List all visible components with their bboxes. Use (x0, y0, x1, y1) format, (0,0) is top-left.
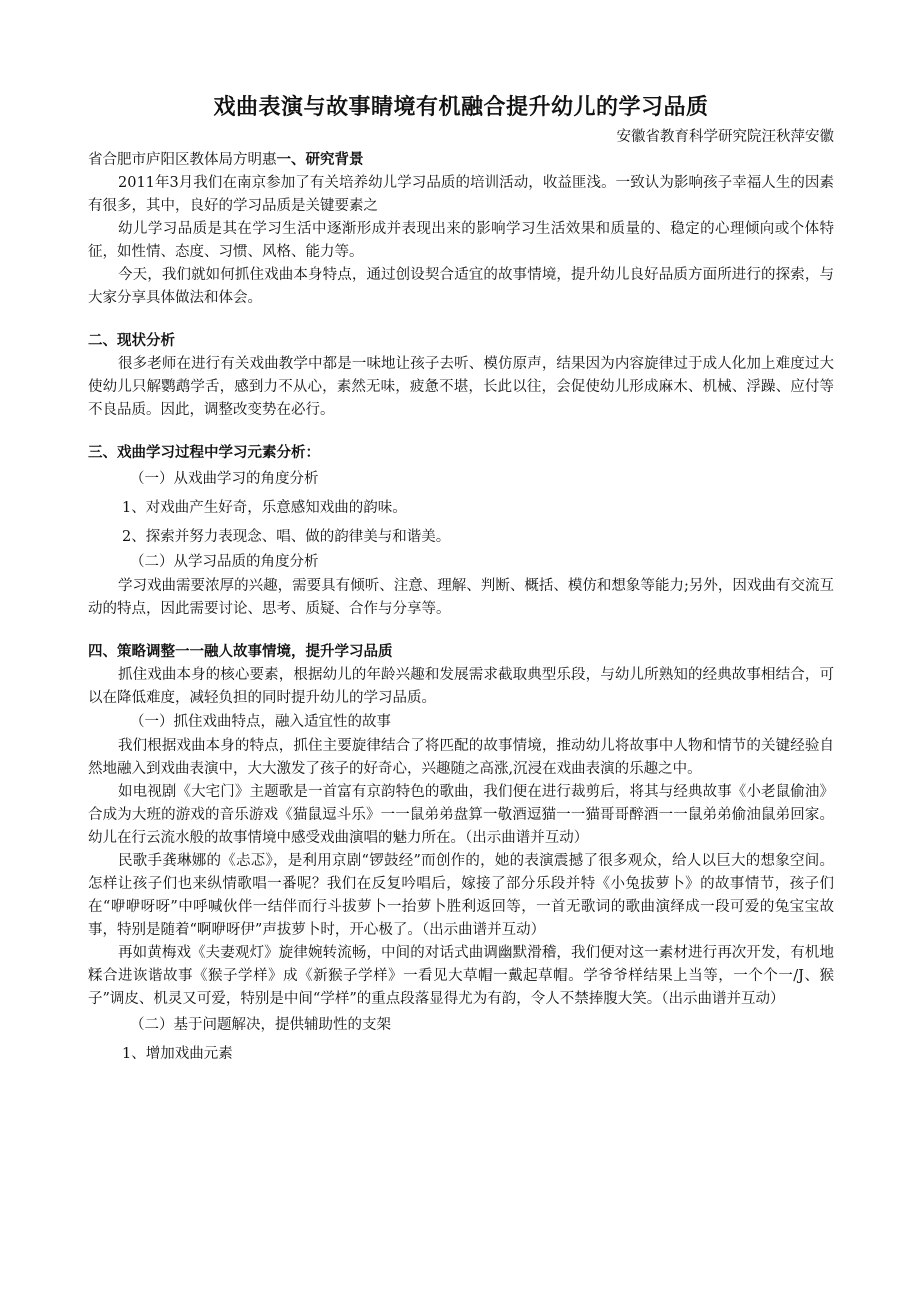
section-1-paragraph-2: 幼儿学习品质是其在学习生活中逐渐形成并表现出来的影响学习生活效果和质量的、稳定的心理倾向或个体特征，如性情、态度、习惯、风格、能力等。 (88, 221, 834, 260)
section-3-heading: 三、戏曲学习过程中学习元素分析： (88, 445, 320, 461)
section-1-paragraph-3: 今天，我们就如何抓住戏曲本身特点，通过创设契合适宜的故事情境，提升幼儿良好品质方面所进行的探索，与大家分享具体做法和体会。 (88, 267, 834, 306)
document-title: 戏曲表演与故事睛境有机融合提升幼儿的学习品质 (213, 94, 709, 120)
section-4-paragraph-1: 抓住戏曲本身的核心要素，根据幼儿的年龄兴趣和发展需求截取典型乐段，与幼儿所熟知的经典故事相结合，可以在降低难度，减轻负担的同时提升幼儿的学习品质。 (88, 667, 834, 706)
section-3-subheading-1: （一）从戏曲学习的角度分析 (130, 471, 319, 487)
section-3-paragraph-1: 学习戏曲需要浓厚的兴趣，需要具有倾听、注意、理解、判断、概括、模仿和想象等能力;另外，因戏曲有交流互动的特点，因此需要讨论、思考、质疑、合作与分享等。 (88, 578, 834, 617)
section-4-paragraph-3: 如电视剧《大宅门》主题歌是一首富有京韵特色的歌曲，我们便在进行裁剪后，将其与经典故事《小老鼠偷油》合成为大班的游戏的音乐游戏《猫鼠逗斗乐》一一鼠弟弟盘算一敬酒逗猫一一猫哥哥醉酒一一鼠弟弟偷油鼠弟回家。幼儿在行云流水般的故事情境中感受戏曲演唱的魅力所在。（出示曲谱并互动） (88, 784, 834, 846)
section-4-subheading-2: （二）基于问题解决，提供辅助性的支架 (130, 1017, 391, 1033)
section-4-heading: 四、策略调整一一融人故事情境，提升学习品质 (88, 644, 393, 660)
section-2-paragraph-1: 很多老师在进行有关戏曲教学中都是一味地让孩子去听、模仿原声，结果因为内容旋律过于成人化加上难度过大使幼儿只解鹦鹉学舌，感到力不从心，素然无味，疲惫不堪，长此以往，会促使幼儿形成麻木、机械、浮躁、应付等不良品质。因此，调整改变势在必行。 (88, 356, 834, 418)
section-2-heading: 二、现状分析 (88, 333, 175, 349)
section-4-subheading-1: （一）抓住戏曲特点，融入适宜性的故事 (130, 714, 391, 730)
author-continuation-and-section-1-heading (88, 149, 834, 172)
section-1-heading: 一、研究背景 (276, 152, 364, 168)
section-4-paragraph-2: 我们根据戏曲本身的特点，抓住主要旋律结合了将匹配的故事情境，推动幼儿将故事中人物和情节的关键经验自然地融入到戏曲表演中，大大激发了孩子的好奇心，兴趣随之高涨,沉浸在戏曲表演的乐趣之中。 (88, 738, 834, 777)
section-1-paragraph-1: 2011年3月我们在南京参加了有关培养幼儿学习品质的培训活动，收益匪浅。一致认为影响孩子幸福人生的因素有很多，其中，良好的学习品质是关键要素之 (88, 175, 834, 214)
section-3-subheading-2: （二）从学习品质的角度分析 (130, 554, 319, 570)
document-page (88, 92, 834, 1067)
section-4-paragraph-5: 再如黄梅戏《夫妻观灯》旋律婉转流畅，中间的对话式曲调幽默滑稽，我们便对这一素材进行再次开发，有机地糅合进诙谐故事《猴子学样》成《新猴子学样》一看见大草帽一戴起草帽。学爷爷样结果上当等，一个个一/J、猴子”调皮、机灵又可爱，特别是中间“学样”的重点段落显得尤为有韵，令人不禁捧腹大笑。（出示曲谱并互动） (88, 945, 834, 1007)
section-3-item-1: 1、对戏曲产生好奇，乐意感知戏曲的韵味。 (122, 500, 407, 516)
section-3-item-2: 2、探索并努力表现念、唱、做的韵律美与和谐美。 (122, 529, 451, 545)
author-line: 安徽省教育科学研究院汪秋萍安徽 (616, 129, 834, 145)
author-continuation: 省合肥市庐阳区教体局方明惠 (88, 152, 277, 168)
section-4-item-1: 1、增加戏曲元素 (122, 1046, 233, 1062)
section-4-paragraph-4: 民歌手龚琳娜的《忐忑》，是利用京剧“锣鼓经”而创作的，她的表演震撼了很多观众，给人以巨大的想象空间。怎样让孩子们也来纵情歌唱一番呢？我们在反复吟唱后，嫁接了部分乐段并特《小兔拔萝卜》的故事情节，孩子们在“咿咿呀呀”中呼喊伙伴一结伴而行斗拔萝卜一抬萝卜胜利返回等，一首无歌词的歌曲演绎成一段可爱的兔宝宝故事，特别是随着“啊咿呀伊”声拔萝卜时，开心极了。（出示曲谱并互动） (88, 853, 834, 938)
